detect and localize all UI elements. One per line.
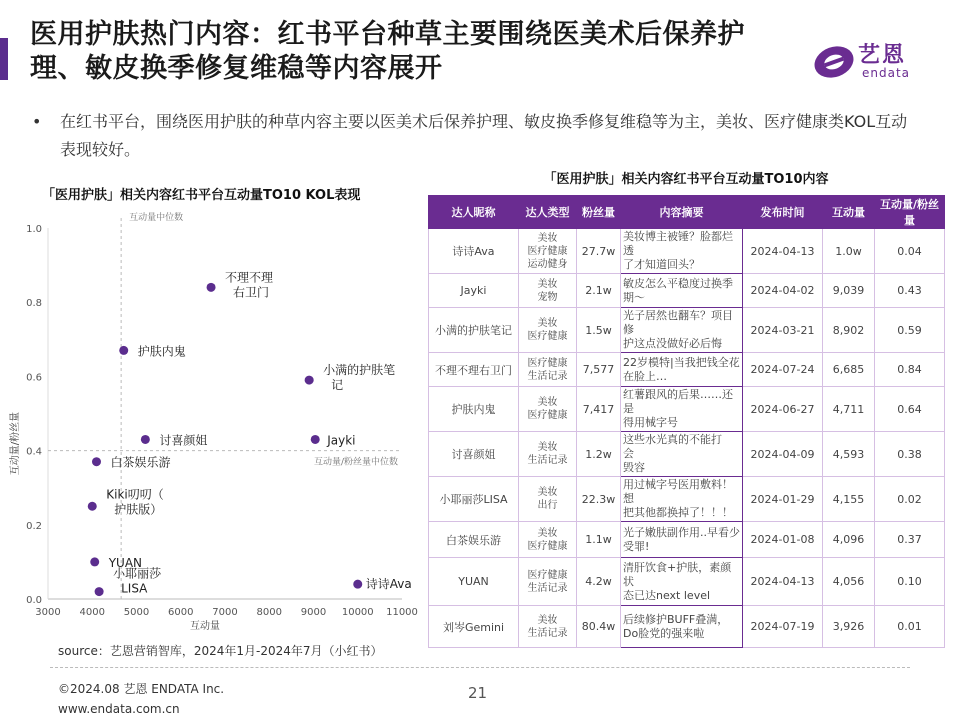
summary-text: 在红书平台，围绕医用护肤的种草内容主要以医美术后保养护理、敏皮换季修复维稳等为主，美妆、医疗健康类KOL互动表现较好。 [60,112,908,159]
ratio-cell: 0.59 [875,308,945,353]
x-tick-label: 8000 [256,607,282,618]
x-tick-label: 6000 [168,607,194,618]
data-point-label: YUAN [108,555,143,570]
data-point [207,283,216,292]
table-header-cell: 互动量 [823,196,875,229]
content-summary-cell: 敏皮怎么平稳度过换季 期～ [621,274,743,308]
kol-name-cell: 不理不理右卫门 [429,353,519,387]
kol-name-cell: 白茶娱乐游 [429,522,519,558]
data-point-label: 讨喜颜姐 [159,433,208,448]
x-axis-title: 互动量 [190,621,220,632]
kol-type-cell: 医疗健康 生活记录 [519,558,577,606]
content-summary-cell: 清肝饮食+护肤，素颜状 态已达next level [621,558,743,606]
publish-date-cell: 2024-06-27 [743,387,823,432]
kol-type-cell: 美妆 医疗健康 [519,522,577,558]
x-tick-label: 3000 [35,607,61,618]
interaction-cell: 4,096 [823,522,875,558]
median-y-label: 互动量/粉丝量中位数 [313,457,398,468]
table-row [429,432,945,477]
kol-type-cell: 美妆 生活记录 [519,606,577,648]
fans-cell: 80.4w [577,606,621,648]
endata-logo [812,38,942,88]
fans-cell: 7,577 [577,353,621,387]
fans-cell: 1.2w [577,432,621,477]
table-row [429,353,945,387]
data-point [353,580,362,589]
table-header-cell: 达人类型 [519,196,577,229]
scatter-chart [0,200,425,640]
interaction-cell: 4,711 [823,387,875,432]
data-point-label: Kiki叨叨（护肤版） [106,487,164,517]
publish-date-cell: 2024-04-02 [743,274,823,308]
y-tick-label: 0.8 [26,298,42,310]
page-number: 21 [468,684,488,702]
interaction-cell: 8,902 [823,308,875,353]
content-summary-cell: 22岁模特|当我把钱全花 在脸上… [621,353,743,387]
data-point [95,587,104,596]
table-header-cell: 互动量/粉丝量 [875,196,945,229]
data-point-label: 小满的护肤笔记 [323,363,396,393]
ratio-cell: 0.64 [875,387,945,432]
bullet-dot: • [32,112,42,131]
data-point-label: 小耶丽莎 LISA [113,566,162,596]
table-header-cell: 达人昵称 [429,196,519,229]
data-point-label: 白茶娱乐游 [110,455,171,470]
copyright: ©2024.08 艺恩 ENDATA Inc. [58,682,225,696]
content-summary-cell: 美妆博主被锤？脸都烂透 了才知道回头？ [621,229,743,274]
publish-date-cell: 2024-07-24 [743,353,823,387]
publish-date-cell: 2024-01-29 [743,477,823,522]
y-tick-label: 0.2 [26,520,42,532]
page-title: 医用护肤热门内容：红书平台种草主要围绕医美术后保养护理、敏皮换季修复维稳等内容展开 [30,19,745,84]
data-point-label: Jayki [327,433,356,448]
kol-type-cell: 美妆 医疗健康 运动健身 [519,229,577,274]
kol-type-cell: 美妆 出行 [519,477,577,522]
kol-name-cell: 刘岑Gemini [429,606,519,648]
table-row [429,308,945,353]
table-title: 「医用护肤」相关内容红书平台互动量TO10内容 [543,172,829,187]
interaction-cell: 4,593 [823,432,875,477]
ratio-cell: 0.37 [875,522,945,558]
table-row [429,522,945,558]
website-link[interactable]: www.endata.com.cn [58,702,180,716]
ratio-cell: 0.10 [875,558,945,606]
x-tick-label: 5000 [123,607,150,618]
interaction-cell: 9,039 [823,274,875,308]
title-accent-bar [0,38,8,80]
fans-cell: 22.3w [577,477,621,522]
content-summary-cell: 这些水光真的不能打 会 毁容 [621,432,743,477]
data-point [311,435,320,444]
ratio-cell: 0.38 [875,432,945,477]
kol-name-cell: 小耶丽莎LISA [429,477,519,522]
fans-cell: 27.7w [577,229,621,274]
table-row [429,387,945,432]
x-tick-label: 9000 [300,607,327,618]
table-row [429,229,945,274]
logo-text-en: endata [862,66,911,80]
kol-name-cell: 讨喜颜姐 [429,432,519,477]
y-axis-title: 互动量/粉丝量 [10,411,21,476]
endata-logo-icon [812,38,856,82]
ratio-cell: 0.04 [875,229,945,274]
data-point [141,435,150,444]
interaction-cell: 6,685 [823,353,875,387]
kol-table [428,195,945,648]
footer-divider [50,667,910,668]
table-header-cell: 内容摘要 [621,196,743,229]
ratio-cell: 0.01 [875,606,945,648]
publish-date-cell: 2024-07-19 [743,606,823,648]
interaction-cell: 4,056 [823,558,875,606]
ratio-cell: 0.84 [875,353,945,387]
kol-type-cell: 美妆 生活记录 [519,432,577,477]
data-point [90,557,99,566]
kol-type-cell: 美妆 医疗健康 [519,308,577,353]
interaction-cell: 4,155 [823,477,875,522]
y-tick-label: 0.4 [26,446,42,458]
publish-date-cell: 2024-04-09 [743,432,823,477]
x-tick-label: 7000 [212,607,238,618]
data-point [119,346,128,355]
table-row [429,477,945,522]
kol-name-cell: 小满的护肤笔记 [429,308,519,353]
data-point-label: 不理不理右卫门 [225,270,274,300]
data-point-label: 护肤内鬼 [137,344,186,359]
kol-type-cell: 医疗健康 生活记录 [519,353,577,387]
y-tick-label: 0.0 [26,595,42,606]
kol-type-cell: 美妆 宠物 [519,274,577,308]
kol-name-cell: Jayki [429,274,519,308]
content-summary-cell: 光子嫩肤副作用..早看少 受罪! [621,522,743,558]
kol-type-cell: 美妆 医疗健康 [519,387,577,432]
data-point [88,502,97,511]
interaction-cell: 1.0w [823,229,875,274]
table-header-cell: 发布时间 [743,196,823,229]
table-header-row [429,196,945,229]
fans-cell: 4.2w [577,558,621,606]
data-point-label: 诗诗Ava [365,577,412,592]
y-tick-label: 1.0 [26,224,42,235]
x-tick-label: 11000 [386,607,418,618]
content-summary-cell: 红薯跟风的后果……还是 得用械字号 [621,387,743,432]
content-summary-cell: 后续修护BUFF叠满， Do脸党的强来啦 [621,606,743,648]
x-tick-label: 4000 [79,607,105,618]
data-point [92,457,101,466]
kol-name-cell: YUAN [429,558,519,606]
content-summary-cell: 用过械字号医用敷料！想 把其他都换掉了！！！ [621,477,743,522]
x-tick-label: 10000 [341,607,374,618]
table-row [429,558,945,606]
data-point [305,376,314,385]
ratio-cell: 0.43 [875,274,945,308]
table-header-cell: 粉丝量 [577,196,621,229]
publish-date-cell: 2024-01-08 [743,522,823,558]
y-tick-label: 0.6 [26,372,42,384]
publish-date-cell: 2024-03-21 [743,308,823,353]
publish-date-cell: 2024-04-13 [743,558,823,606]
source-note: source：艺恩营销智库，2024年1月-2024年7月（小红书） [58,644,383,658]
logo-text-cn: 艺恩 [858,43,907,68]
table-row [429,274,945,308]
fans-cell: 1.1w [577,522,621,558]
ratio-cell: 0.02 [875,477,945,522]
table-row [429,606,945,648]
fans-cell: 7,417 [577,387,621,432]
content-summary-cell: 光子居然也翻车？项目修 护这点没做好必后悔 [621,308,743,353]
fans-cell: 2.1w [577,274,621,308]
interaction-cell: 3,926 [823,606,875,648]
median-x-label: 互动量中位数 [129,213,184,223]
kol-name-cell: 诗诗Ava [429,229,519,274]
kol-name-cell: 护肤内鬼 [429,387,519,432]
chart-title: 「医用护肤」相关内容红书平台互动量TO10 KOL表现 [42,188,361,203]
publish-date-cell: 2024-04-13 [743,229,823,274]
fans-cell: 1.5w [577,308,621,353]
